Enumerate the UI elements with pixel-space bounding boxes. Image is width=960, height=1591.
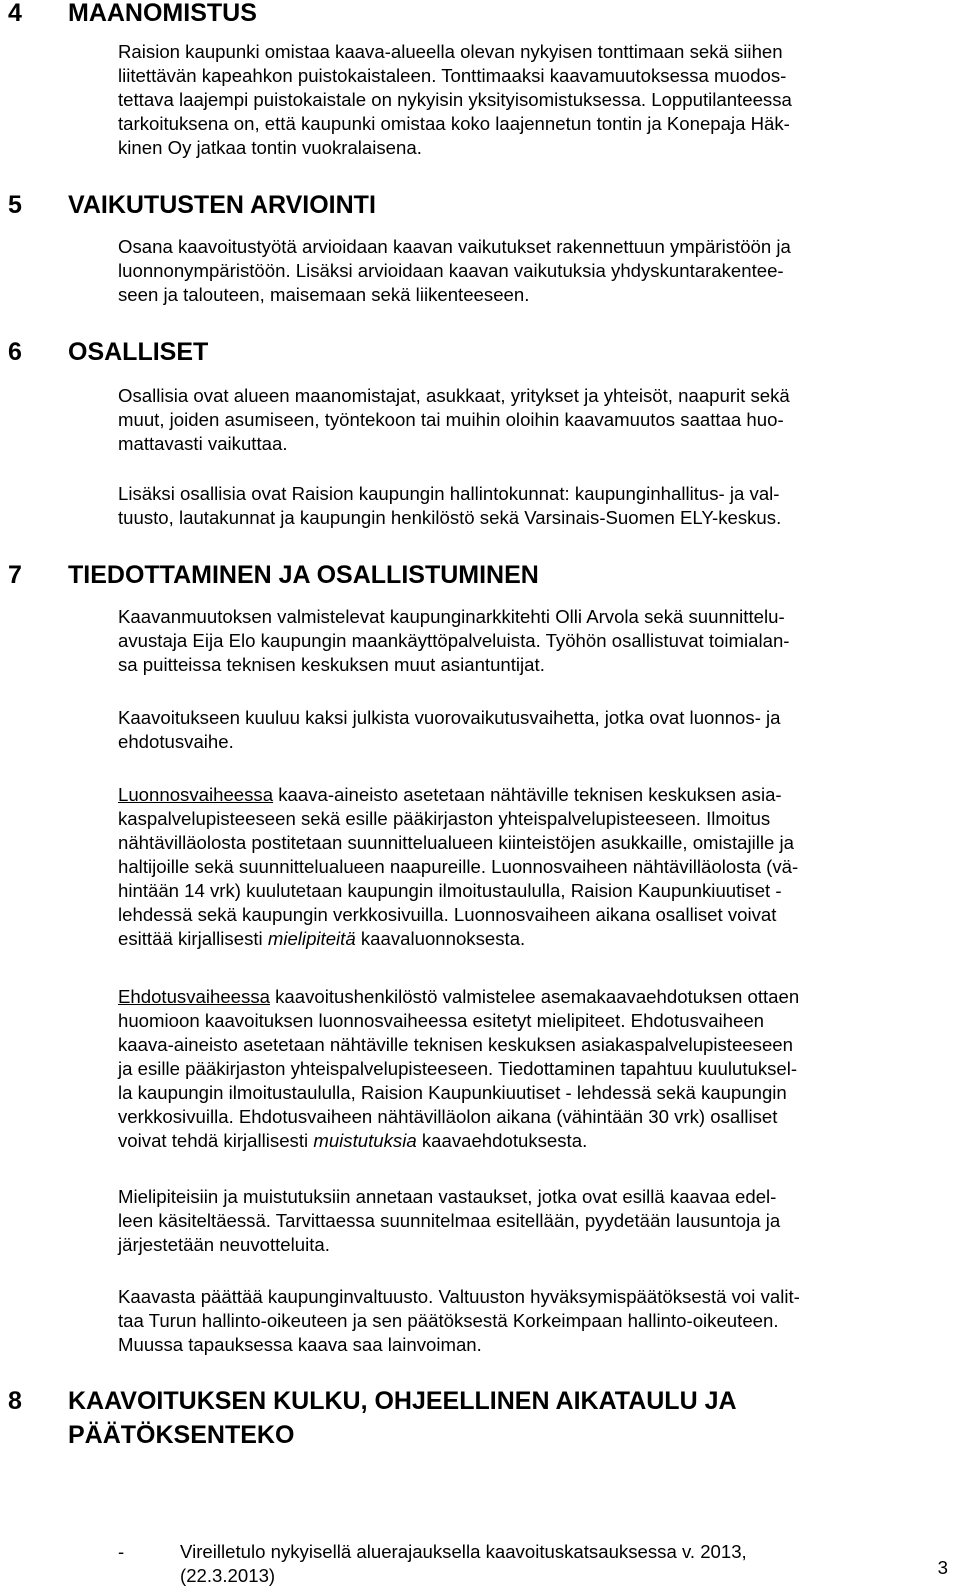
emphasis: mielipiteitä <box>267 928 356 949</box>
text-line: Raision kaupunki omistaa kaava-alueella olevan nykyisen tonttimaan sekä siihen <box>118 41 783 62</box>
section-title: VAIKUTUSTEN ARVIOINTI <box>68 191 376 219</box>
section-7-heading <box>8 558 539 592</box>
text-line: kaspalvelupisteeseen sekä esille pääkirjaston yhteispalvelupisteeseen. Ilmoitus <box>118 808 771 829</box>
section-number: 8 <box>8 1387 22 1415</box>
text-line: Vireilletulo nykyisellä aluerajauksella kaavoituskatsauksessa v. 2013, <box>180 1541 747 1562</box>
text-line: mattavasti vaikuttaa. <box>118 433 288 454</box>
text-line <box>118 927 948 951</box>
text-line: Osallisia ovat alueen maanomistajat, asukkaat, yritykset ja yhteisöt, naapurit sekä <box>118 385 790 406</box>
text-fragment: esittää kirjallisesti <box>118 928 268 949</box>
s6-paragraph-1 <box>118 384 948 456</box>
text-line: tarkoituksena on, että kaupunki omistaa koko laajennetun tontin ja Konepaja Häk- <box>118 113 790 134</box>
text-line <box>118 1129 948 1153</box>
text-line: la kaupungin ilmoitustaululla, Raision Kaupunkiuutiset - lehdessä sekä kaupungin <box>118 1082 787 1103</box>
text-line: huomioon kaavoituksen luonnosvaiheessa esitetyt mielipiteet. Ehdotusvaiheen <box>118 1010 765 1031</box>
text-line: Lisäksi osallisia ovat Raision kaupungin hallintokunnat: kaupunginhallitus- ja val- <box>118 483 780 504</box>
section-number: 4 <box>8 0 22 27</box>
text-line <box>118 783 948 807</box>
text-fragment: kaavaluonnoksesta. <box>355 928 526 949</box>
s7-paragraph-5 <box>118 1185 948 1257</box>
text-line: (22.3.2013) <box>180 1565 276 1586</box>
text-line: Muussa tapauksessa kaava saa lainvoiman. <box>118 1334 482 1355</box>
text-line: avustaja Eija Elo kaupungin maankäyttöpalveluista. Työhön osallistuvat toimialan- <box>118 630 790 651</box>
section-title: OSALLISET <box>68 338 209 366</box>
text-line: nähtävilläolosta postitetaan suunnittelualueen kiinteistöjen asukkaille, omistajille ja <box>118 832 794 853</box>
section-title-line-2: PÄÄTÖKSENTEKO <box>68 1421 295 1449</box>
text-line: kinen Oy jatkaa tontin vuokralaisena. <box>118 137 422 158</box>
s4-paragraph-1 <box>118 40 948 160</box>
term-ehdotusvaiheessa: Ehdotusvaiheessa <box>118 986 270 1007</box>
text-line: tuusto, lautakunnat ja kaupungin henkilöstö sekä Varsinais-Suomen ELY-keskus. <box>118 507 782 528</box>
text-line: liitettävän kapeahkon puistokaistaleen. Tonttimaaksi kaavamuutoksessa muodos- <box>118 65 787 86</box>
section-6-heading <box>8 335 208 369</box>
section-8-heading <box>8 1384 737 1452</box>
s6-paragraph-2 <box>118 482 948 530</box>
text-line: Mielipiteisiin ja muistutuksiin annetaan vastaukset, jotka ovat esillä kaavaa edel- <box>118 1186 777 1207</box>
section-title: TIEDOTTAMINEN JA OSALLISTUMINEN <box>68 561 539 589</box>
emphasis: muistutuksia <box>313 1130 417 1151</box>
text-line: Kaavoitukseen kuuluu kaksi julkista vuorovaikutusvaihetta, jotka ovat luonnos- ja <box>118 707 781 728</box>
section-4-heading <box>8 0 257 30</box>
list-dash: - <box>118 1541 125 1562</box>
s7-paragraph-6 <box>118 1285 948 1357</box>
text-line: lehdessä sekä kaupungin verkkosivuilla. Luonnosvaiheen aikana osalliset voivat <box>118 904 777 925</box>
text-fragment: kaavoitushenkilöstö valmistelee asemakaavaehdotuksen ottaen <box>269 986 800 1007</box>
text-line <box>118 985 948 1009</box>
text-line: luonnonympäristöön. Lisäksi arvioidaan kaavan vaikutuksia yhdyskuntarakentee- <box>118 260 784 281</box>
text-fragment: voivat tehdä kirjallisesti <box>118 1130 314 1151</box>
text-line: sa puitteissa teknisen keskuksen muut asiantuntijat. <box>118 654 545 675</box>
section-number: 5 <box>8 191 22 219</box>
text-line: tettava laajempi puistokaistale on nykyisin yksityisomistuksessa. Lopputilanteessa <box>118 89 792 110</box>
text-line: leen käsiteltäessä. Tarvittaessa suunnitelmaa esitellään, pyydetään lausuntoja ja <box>118 1210 781 1231</box>
text-line: järjestetään neuvotteluita. <box>118 1234 330 1255</box>
text-line: ehdotusvaihe. <box>118 731 234 752</box>
section-number: 6 <box>8 338 22 366</box>
section-title-line-1: KAAVOITUKSEN KULKU, OHJEELLINEN AIKATAULU JA <box>68 1387 737 1415</box>
term-luonnosvaiheessa: Luonnosvaiheessa <box>118 784 274 805</box>
text-line: muut, joiden asumiseen, työntekoon tai muihin oloihin kaavamuutos saattaa huo- <box>118 409 784 430</box>
section-5-heading <box>8 188 376 222</box>
s7-paragraph-1 <box>118 605 948 677</box>
s5-paragraph-1 <box>118 235 948 307</box>
text-line: verkkosivuilla. Ehdotusvaiheen nähtävilläolon aikana (vähintään 30 vrk) osalliset <box>118 1106 778 1127</box>
text-line: taa Turun hallinto-oikeuteen ja sen päätöksestä Korkeimpaan hallinto-oikeuteen. <box>118 1310 779 1331</box>
text-line: Kaavasta päättää kaupunginvaltuusto. Valtuuston hyväksymispäätöksestä voi valit- <box>118 1286 800 1307</box>
text-line: hintään 14 vrk) kuulutetaan kaupungin ilmoitustaululla, Raision Kaupunkiuutiset - <box>118 880 782 901</box>
text-line: Osana kaavoitustyötä arvioidaan kaavan vaikutukset rakennettuun ympäristöön ja <box>118 236 791 257</box>
s7-paragraph-2 <box>118 706 948 754</box>
text-fragment: kaavaehdotuksesta. <box>416 1130 588 1151</box>
page-number: 3 <box>937 1557 948 1578</box>
list-item <box>180 1540 747 1588</box>
s7-paragraph-4 <box>118 985 948 1153</box>
text-line: Kaavanmuutoksen valmistelevat kaupunginarkkitehti Olli Arvola sekä suunnittelu- <box>118 606 785 627</box>
section-title: MAANOMISTUS <box>68 0 257 27</box>
text-line: ja esille pääkirjaston yhteispalvelupisteeseen. Tiedottaminen tapahtuu kuulutuksel- <box>118 1058 798 1079</box>
text-line: kaava-aineisto asetetaan nähtäville teknisen keskuksen asiakaspalvelupisteeseen <box>118 1034 793 1055</box>
text-line: haltijoille sekä suunnittelualueen naapureille. Luonnosvaiheen nähtävilläolosta (vä- <box>118 856 799 877</box>
text-line: seen ja talouteen, maisemaan sekä liikenteeseen. <box>118 284 530 305</box>
s7-paragraph-3 <box>118 783 948 951</box>
section-number: 7 <box>8 561 22 589</box>
text-fragment: kaava-aineisto asetetaan nähtäville teknisen keskuksen asia- <box>273 784 782 805</box>
